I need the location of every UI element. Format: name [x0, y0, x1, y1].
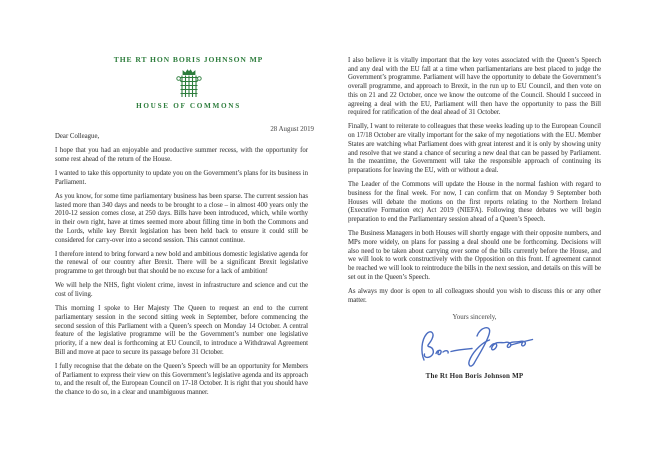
- letter-paragraph: I therefore intend to bring forward a new bold and ambitious domestic legislative agenda for the renewal of our country after Brexit. There will be a significant Brexit legislative programme to get through but that should be no excuse for a lack of ambition!: [55, 250, 308, 276]
- letter-date: 28 August 2019: [270, 126, 314, 133]
- letter-paragraph: The Leader of the Commons will update the House in the normal fashion with regard to business for the final week. For now, I can confirm that on Monday 9 September both Houses will debate the motions on the first reports relating to the Northern Ireland (Executive Formation etc) Act 2019 (NIEFA). Following these debates we will begin preparation to end the Parliamentary session ahead of a Queen’s Speech.: [348, 181, 601, 223]
- letterhead: [62, 0, 315, 110]
- letter-paragraph: I fully recognise that the debate on the Queen’s Speech will be an opportunity for Members of Parliament to express their view on this Government’s legislative agenda and its approach to, and the result of, the European Council on 17-18 October. It is right that you should have the chance to do so, in a clear and unambiguous manner.: [55, 362, 308, 397]
- letter-paragraph: As always my door is open to all colleagues should you wish to discuss this or any other matter.: [348, 287, 601, 304]
- letter-paragraph: I wanted to take this opportunity to update you on the Government’s plans for its business in Parliament.: [55, 170, 308, 186]
- letterhead-name: THE RT HON BORIS JOHNSON MP: [113, 55, 264, 64]
- valediction: Yours sincerely,: [452, 314, 497, 322]
- boris-johnson-signature: [414, 323, 536, 369]
- closing-block: [348, 314, 601, 380]
- letter-paragraph: This morning I spoke to Her Majesty The Queen to request an end to the current parliamentary session in the second sitting week in September, before commencing the second session of this Parliament with a Queen’s speech on Monday 14 October. A central feature of the legislative programme will be the Government’s number one legislative priority, if a new deal is forthcoming at EU Council, to introduce a Withdrawal Agreement Bill and move at pace to secure its passage before 31 October.: [55, 305, 308, 356]
- letter-paragraph: I hope that you had an enjoyable and productive summer recess, with the opportunity for some rest ahead of the return of the House.: [55, 147, 308, 163]
- letterhead-organisation: HOUSE OF COMMONS: [136, 102, 241, 110]
- salutation: Dear Colleague,: [55, 133, 100, 140]
- letter-paragraph: The Business Managers in both Houses will shortly engage with their opposite numbers, and MPs more widely, on plans for passing a deal should one be forthcoming. Decisions will also need to be taken about carrying over some of the bills currently before the House, and we will look to work constructively with the Opposition on this front. If agreement cannot be reached we will look to reintroduce the bills in the next session, and details on this will be set out in the Queen’s Speech.: [348, 230, 601, 281]
- letter-paragraph: I also believe it is vitally important that the key votes associated with the Queen’s Speech and any deal with the EU fall at a time when parliamentarians are best placed to judge the Government’s programme. Parliament will have the opportunity to debate the Government’s overall programme, and approach to Brexit, in the run up to EU Council, and then vote on this on 21 and 22 October, once we know the outcome of the Council. Should I succeed in agreeing a deal with the EU, Parliament will then have the opportunity to pass the Bill required for ratification of the deal ahead of 31 October.: [348, 57, 601, 117]
- signatory-name: The Rt Hon Boris Johnson MP: [425, 372, 524, 381]
- letter-page-2: [348, 0, 601, 380]
- letter-paragraph: We will help the NHS, fight violent crime, invest in infrastructure and science and cut the cost of living.: [55, 282, 308, 299]
- portcullis-icon: [176, 68, 202, 99]
- page-top-margin: [348, 0, 601, 57]
- letter-paragraph: As you know, for some time parliamentary business has been sparse. The current session has lasted more than 340 days and needs to be brought to a close – in almost 400 years only the 2010-12 session comes close, at 250 days. Bills have been introduced, which, while worthy in their own right, have at times seemed more about filling time in both the Commons and the Lords, while key Brexit legislation has been held back to ensure it could still be considered for carry-over into a second session. This cannot continue.: [55, 193, 308, 244]
- letter-page-1: [55, 0, 314, 403]
- letter-paragraph: Finally, I want to reiterate to colleagues that these weeks leading up to the European Council on 17/18 October are vitally important for the sake of my negotiations with the EU. Member States are watching what Parliament does with great interest and it is only by showing unity and resolve that we stand a chance of securing a new deal that can be passed by Parliament. In the meantime, the Government will take the responsible approach of continuing its preparations for leaving the EU, with or without a deal.: [348, 123, 601, 174]
